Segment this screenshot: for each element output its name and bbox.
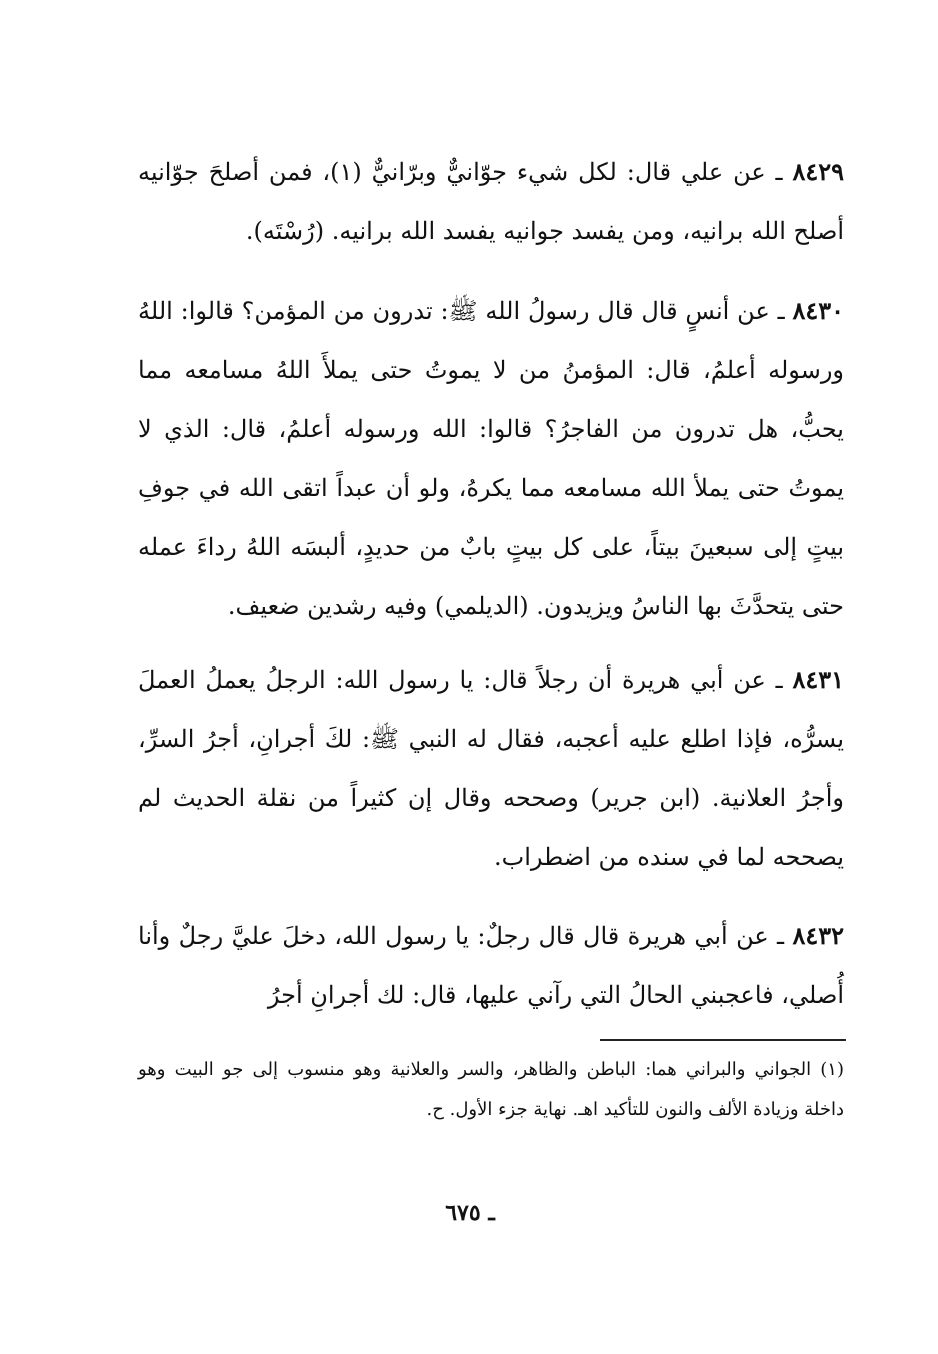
hadith-8431 <box>138 650 844 887</box>
hadith-number: ٨٤٣١ <box>792 665 844 694</box>
hadith-paragraph <box>138 142 844 261</box>
hadith-8430 <box>138 281 844 636</box>
hadith-paragraph <box>138 650 844 887</box>
hadith-number: ٨٤٢٩ <box>792 157 844 186</box>
page-number: ـ ٦٧٥ <box>445 1200 495 1226</box>
hadith-8432 <box>138 906 844 1025</box>
hadith-number: ٨٤٣٢ <box>792 921 844 950</box>
hadith-8429 <box>138 142 844 261</box>
hadith-text: ـ عن أنسٍ قال قال رسولُ الله ﷺ: تدرون من المؤمن؟ قالوا: اللهُ ورسوله أعلمُ، قال: المؤمنُ من لا يموتُ حتى يملأَ اللهُ مسامعه مما يحبُّ، هل تدرون من الفاجرُ؟ قالوا: الله ورسوله أعلمُ، قال: الذي لا يموتُ حتى يملأ الله مسامعه مما يكرهُ، ولو أن عبداً اتقى الله في جوفِ بيتٍ إلى سبعينَ بيتاً، على كل بيتٍ بابٌ من حديدٍ، ألبسَه اللهُ رداءَ عمله حتى يتحدَّثَ بها الناسُ ويزيدون. (الديلمي) وفيه رشدين ضعيف. <box>138 297 844 620</box>
hadith-paragraph <box>138 281 844 636</box>
footnote: (١) الجواني والبراني هما: الباطن والظاهر، والسر والعلانية وهو منسوب إلى جو البيت وهو داخلة وزيادة الألف والنون للتأكيد اهـ. نهاية جزء الأول. ح. <box>138 1059 844 1120</box>
hadith-text: ـ عن علي قال: لكل شيء جوّانيٌّ وبرّانيٌّ (١)، فمن أصلحَ جوّانيه أصلح الله برانيه، ومن يفسد جوانيه يفسد الله برانيه. (رُسْتَه). <box>138 158 844 245</box>
hadith-paragraph <box>138 906 844 1025</box>
hadith-text: ـ عن أبي هريرة قال قال رجلٌ: يا رسول الله، دخلَ عليَّ رجلٌ وأنا أُصلي، فاعجبني الحالُ التي رآني عليها، قال: لك أجرانِ أجرُ <box>138 922 844 1009</box>
hadith-number: ٨٤٣٠ <box>792 296 844 325</box>
footnote-divider <box>600 1039 846 1041</box>
hadith-text: ـ عن أبي هريرة أن رجلاً قال: يا رسول الله: الرجلُ يعملُ العملَ يسرُّه، فإذا اطلع عليه أعجبه، فقال له النبي ﷺ: لكَ أجرانِ، أجرُ السرِّ، وأجرُ العلانية. (ابن جرير) وصححه وقال إن كثيراً من نقلة الحديث لم يصححه لما في سنده من اضطراب. <box>138 666 844 871</box>
